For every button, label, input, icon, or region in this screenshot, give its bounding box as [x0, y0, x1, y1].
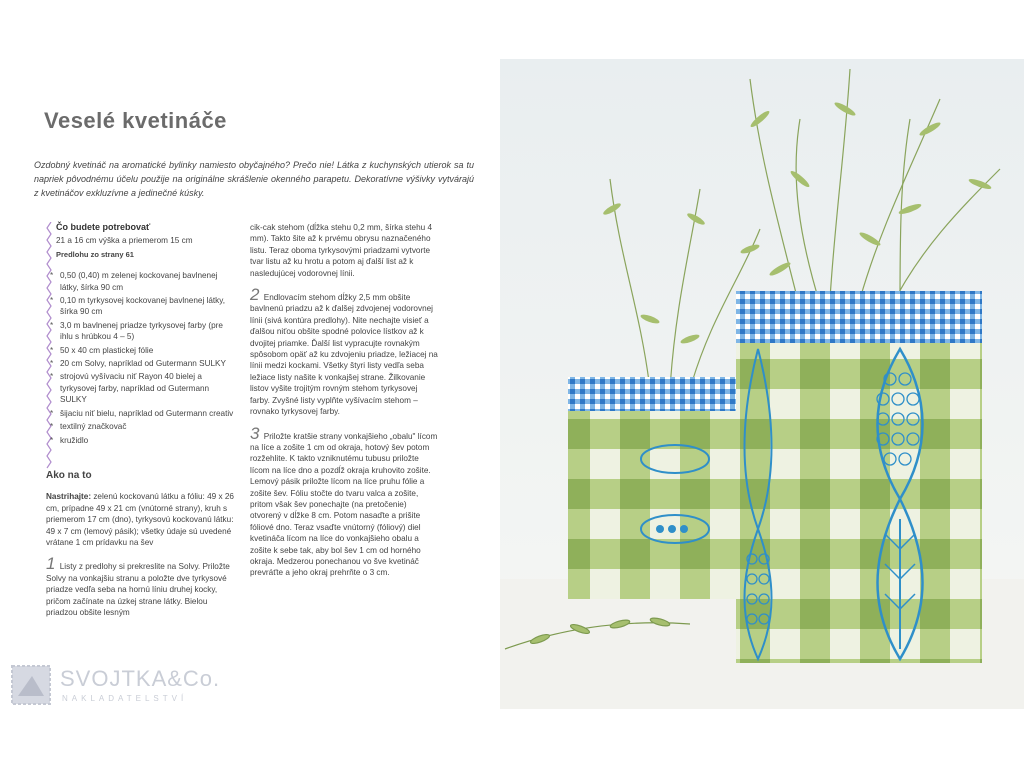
- step-2: [250, 285, 438, 417]
- step-3: [250, 423, 438, 579]
- materials-column: [46, 222, 236, 628]
- cut-label: Nastrihajte:: [46, 492, 92, 502]
- list-item: * textilný značkovač: [46, 421, 236, 432]
- step-number: 3: [250, 423, 260, 443]
- list-item: * šijaciu niť bielu, napríklad od Gutermann creativ: [46, 408, 236, 419]
- step-number: 1: [46, 554, 56, 574]
- steps-column: [250, 222, 438, 589]
- stamp-icon: [8, 662, 54, 708]
- list-item: * 3,0 m bavlnenej priadze tyrkysovej farby (pre ihlu s hrúbkou 4 – 5): [46, 320, 236, 343]
- intro-paragraph: Ozdobný kvetináč na aromatické bylinky namiesto obyčajného? Prečo nie! Látka z kuchynských utierok sa tu napriek pôvodnému účelu použije na originálne skrášlenie okenného parapetu. Dekoratívne výšivky vytvárajú z kvetináčov exkluzívne a jedinečné kúsky.: [34, 160, 474, 198]
- list-item: * kružidlo: [46, 435, 236, 446]
- list-item: * strojovú vyšívaciu niť Rayon 40 bielej a tyrkysovej farby, napríklad od Gutermann SULKY: [46, 371, 236, 405]
- cut-text: zelenú kockovanú látku a fóliu: 49 x 26 cm, prípadne 49 x 21 cm (vnútorné strany), kruh s priemerom 17 cm (dno), tyrkysovú kockovanú látku: 49 x 7 cm (lemový pásik); všetky údaje sú uvedené vrátane 1 cm prídavku na šev: [46, 492, 234, 547]
- step-text: Endlovacím stehom dĺžky 2,5 mm obšite bavlnenú priadzu až k ďalšej zdvojenej vodorovnej línii (sivá kontúra predlohy). Nite nechajte visieť a ďalšou niťou obšite spodné polovice lístkov až k dvojitej priamke. Ďalší list vypracujte rovnakým spôsobom opäť až ku zdvojeniu priadze, ležiacej na línii medzi kockami. Všetky štyri listy vedľa seba ležiace listy našite k vonkajšej strane. Žilkovanie listov vyšite trojitým rovným stehom tyrkysovej farby. Zvyšné listy vyplňte vyšívacím stehom – rovnako tyrkysovej farby.: [250, 293, 438, 417]
- howto-heading: Ako na to: [46, 469, 92, 481]
- watermark-brand: SVOJTKA&Co.: [60, 666, 221, 691]
- page-title: Veselé kvetináče: [44, 108, 227, 133]
- step-text: Listy z predlohy si prekreslite na Solvy. Priložte Solvy na vonkajšiu stranu a položte dve tyrkysové priadze vedľa seba na hornú líniu druhej kocky, pričom začínate na úzkej strane látky. Bielou priadzou obšite lesným: [46, 562, 230, 617]
- materials-heading: Čo budete potrebovať: [56, 222, 151, 232]
- list-item: * 20 cm Solvy, napríklad od Gutermann SULKY: [46, 358, 236, 369]
- step-number: 2: [250, 285, 260, 305]
- watermark-subtitle: NAKLADATELSTVÍ: [62, 694, 188, 703]
- publisher-watermark: [8, 662, 221, 708]
- large-planter: [736, 291, 982, 663]
- step-text: Priložte kratšie strany vonkajšieho „obalu" lícom na líce a zošite 1 cm od okraja, hotový šev potom rozžehlite. K takto vzniknutému tubusu priložte lícom na líce dno a pozdĺž okraja kruhovito zošite. Lemový pásik priložte lícom na líce pruhu fólie a zošite šev. Fóliu stočte do tvaru valca a zošite, pritom však šev ponechajte (na pretočenie) otvorený v dĺžke 8 cm. Potom nasaďte a prišite fóliové dno. Teraz vsaďte vnútorný (fóliový) diel kvetináča lícom na líce do vonkajšieho obalu a zošite k sebe tak, aby bol šev 1 cm od horného okraja. Medzerou ponechanou vo šve kvetináč prevráťte a jeho okraj prehrňte o 3 cm.: [250, 431, 438, 578]
- cut-paragraph: [46, 491, 236, 548]
- list-item: * 50 x 40 cm plastickej fólie: [46, 345, 236, 356]
- small-planter: [568, 377, 736, 599]
- materials-size: 21 a 16 cm výška a priemerom 15 cm: [56, 236, 193, 246]
- materials-template: Predlohu zo strany 61: [56, 249, 134, 259]
- step-1-continued: cik-cak stehom (dĺžka stehu 0,2 mm, šírka stehu 4 mm). Takto šite až k prvému obrysu naznačeného listu. Teraz oboma tyrkysovými priadzami vytvorte tvar listu až ku hrotu a potom aj ďalší list až k nasledujúcej vodorovnej línii.: [250, 223, 433, 278]
- step-1: [46, 554, 236, 618]
- list-item: * 0,50 (0,40) m zelenej kockovanej bavlnenej látky, šírka 90 cm: [46, 270, 236, 293]
- planter-photo-illustration: [500, 59, 1024, 709]
- list-item: * 0,10 m tyrkysovej kockovanej bavlnenej látky, šírka 90 cm: [46, 295, 236, 318]
- planter-photo: [500, 59, 1024, 709]
- materials-list: [46, 270, 236, 446]
